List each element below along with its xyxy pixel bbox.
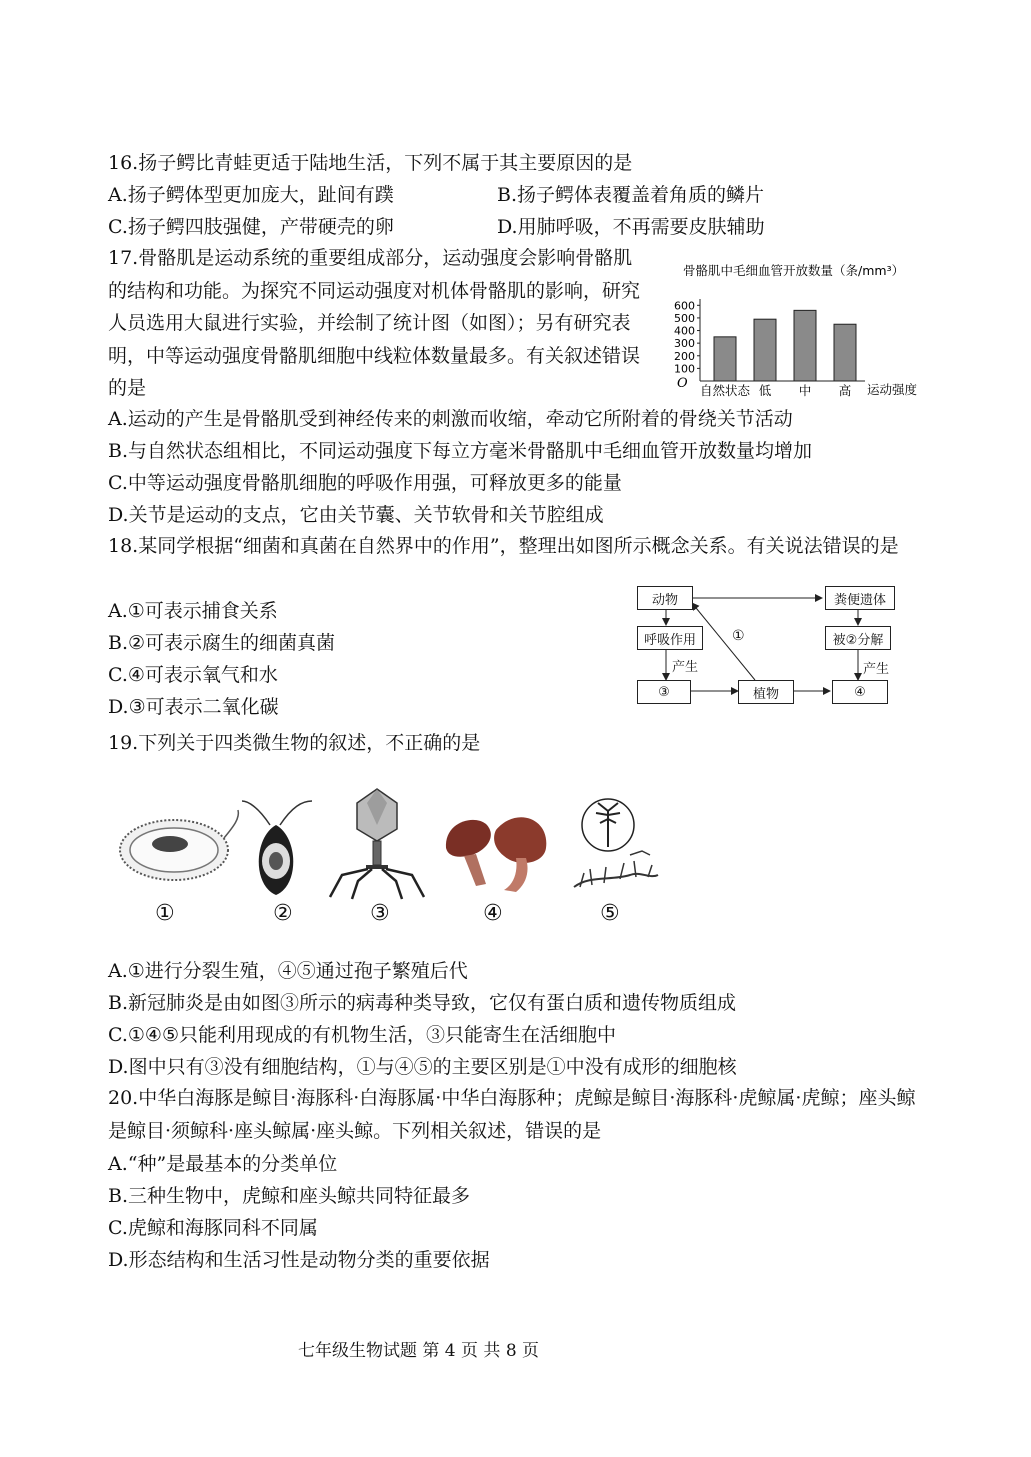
q18-option-a: A.①可表示捕食关系 (108, 600, 278, 622)
chart-title: 骨骼肌中毛细血管开放数量（条/mm³） (683, 263, 905, 278)
chart-bar (714, 337, 736, 381)
q20-option-b: B.三种生物中，虎鲸和座头鲸共同特征最多 (108, 1185, 471, 1207)
node-waste: 粪便遗体 (825, 586, 895, 610)
q18-option-b: B.②可表示腐生的细菌真菌 (108, 632, 336, 654)
node-animal: 动物 (637, 586, 693, 610)
mushroom-illustration (440, 800, 552, 895)
q17-bar-chart (655, 255, 925, 403)
chart-origin-label: O (677, 376, 688, 391)
organism-label-1: ① (155, 901, 175, 926)
chart-y-tick-label: 300 (674, 337, 695, 351)
organism-label-4: ④ (483, 901, 503, 926)
bacterium-illustration (112, 808, 247, 890)
q20-option-c: C.虎鲸和海豚同科不同属 (108, 1217, 318, 1239)
q18-option-c: C.④可表示氧气和水 (108, 664, 278, 686)
chart-x-tick-label: 自然状态 (699, 383, 751, 398)
q19-option-d: D.图中只有③没有细胞结构，①与④⑤的主要区别是①中没有成形的细胞核 (108, 1056, 737, 1078)
chart-y-tick-label: 400 (674, 324, 695, 338)
organism-label-2: ② (273, 901, 293, 926)
chart-bar (834, 324, 856, 381)
q19-option-c: C.①④⑤只能利用现成的有机物生活，③只能寄生在活细胞中 (108, 1024, 617, 1046)
q16-option-b: B.扬子鳄体表覆盖着角质的鳞片 (497, 184, 765, 206)
q16-option-c: C.扬子鳄四肢强健，产带硬壳的卵 (108, 216, 394, 238)
q16-stem: 16.扬子鳄比青蛙更适于陆地生活，下列不属于其主要原因的是 (108, 152, 633, 174)
node-plant: 植物 (738, 680, 794, 704)
node-four: ④ (832, 680, 888, 704)
page-footer: 七年级生物试题 第 4 页 共 8 页 (298, 1341, 540, 1361)
chart-y-tick-label: 100 (674, 362, 695, 376)
label-produce-right: 产生 (863, 662, 890, 677)
mold-illustration (570, 795, 660, 895)
chart-bar (794, 310, 816, 381)
q17-option-a: A.运动的产生是骨骼肌受到神经传来的刺激而收缩，牵动它所附着的骨绕关节活动 (108, 408, 793, 430)
node-respiration: 呼吸作用 (637, 626, 703, 650)
chart-y-tick-label: 500 (674, 311, 695, 325)
chart-y-tick-label: 600 (674, 299, 695, 313)
euglena-illustration (240, 795, 315, 900)
q18-stem: 18.某同学根据“细菌和真菌在自然界中的作用”，整理出如图所示概念关系。有关说法错误的是 (108, 535, 899, 557)
node-decompose: 被②分解 (825, 626, 891, 650)
chart-bar (754, 319, 776, 381)
chart-x-tick-label: 高 (838, 383, 852, 398)
q19-option-b: B.新冠肺炎是由如图③所示的病毒种类导致，它仅有蛋白质和遗传物质组成 (108, 992, 737, 1014)
chart-y-tick-label: 200 (674, 349, 695, 363)
label-produce-left: 产生 (672, 660, 699, 675)
chart-x-tick-label: 低 (758, 383, 772, 398)
q17-option-d: D.关节是运动的支点，它由关节囊、关节软骨和关节腔组成 (108, 504, 604, 526)
node-three: ③ (637, 680, 691, 704)
q19-option-a: A.①进行分裂生殖，④⑤通过孢子繁殖后代 (108, 960, 468, 982)
q20-option-a: A.“种”是最基本的分类单位 (108, 1153, 338, 1175)
bacteriophage-illustration (322, 785, 432, 900)
label-one: ① (732, 628, 745, 644)
organism-label-5: ⑤ (600, 901, 620, 926)
chart-x-axis-label: 运动强度 (867, 382, 918, 397)
chart-x-tick-label: 中 (798, 383, 812, 398)
q17-option-b: B.与自然状态组相比，不同运动强度下每立方毫米骨骼肌中毛细血管开放数量均增加 (108, 440, 813, 462)
organism-label-3: ③ (370, 901, 390, 926)
q17-stem: 17.骨骼肌是运动系统的重要组成部分，运动强度会影响骨骼肌的结构和功能。为探究不同运动强度对机体骨骼肌的影响，研究人员选用大鼠进行实验，并绘制了统计图（如图）；另有研究表明，中等运动强度骨骼肌细胞中线粒体数量最多。有关叙述错误的是 (108, 247, 641, 399)
q20-stem: 20.中华白海豚是鲸目·海豚科·白海豚属·中华白海豚种；虎鲸是鲸目·海豚科·虎鲸属·虎鲸；座头鲸是鲸目·须鲸科·座头鲸属·座头鲸。下列相关叙述，错误的是 (108, 1087, 916, 1142)
q18-concept-diagram (630, 580, 900, 710)
q18-option-d: D.③可表示二氧化碳 (108, 696, 279, 718)
q16-option-a: A.扬子鳄体型更加庞大，趾间有蹼 (108, 184, 394, 206)
q16-option-d: D.用肺呼吸，不再需要皮肤辅助 (497, 216, 765, 238)
q20-option-d: D.形态结构和生活习性是动物分类的重要依据 (108, 1249, 490, 1271)
q19-stem: 19.下列关于四类微生物的叙述，不正确的是 (108, 732, 481, 754)
q17-option-c: C.中等运动强度骨骼肌细胞的呼吸作用强，可释放更多的能量 (108, 472, 622, 494)
